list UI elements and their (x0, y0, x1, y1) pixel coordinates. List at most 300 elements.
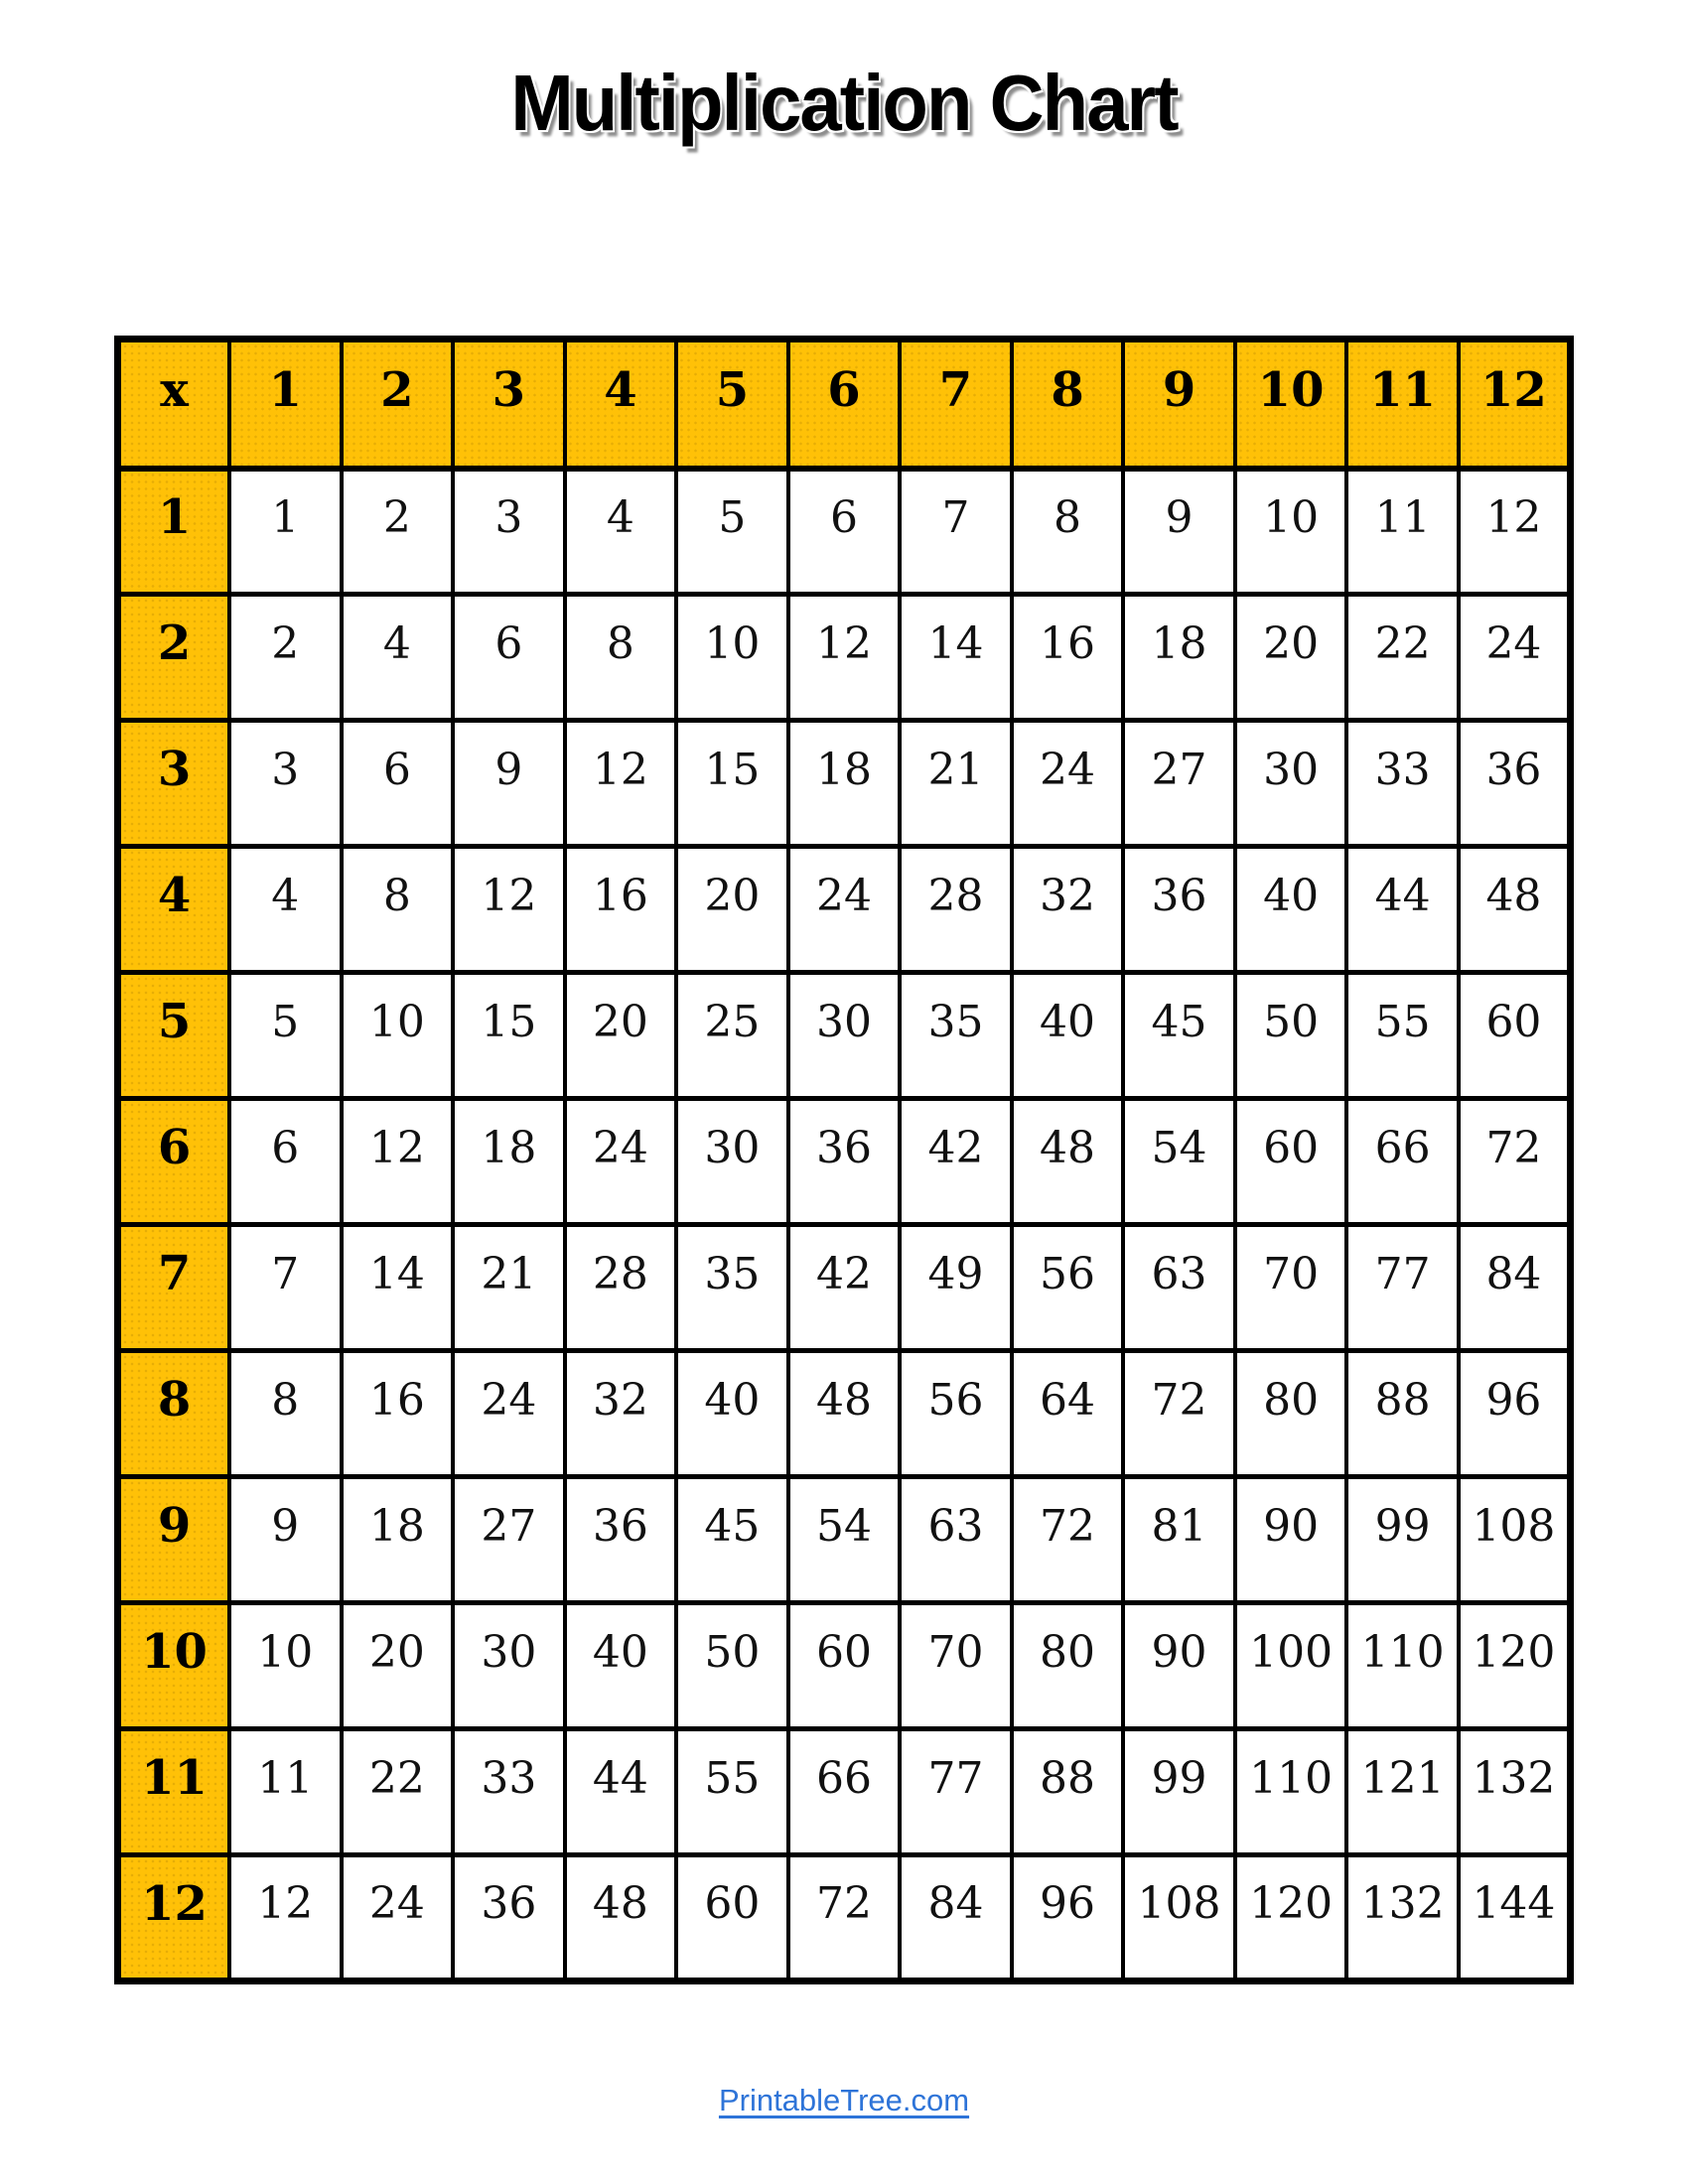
product-cell (342, 469, 454, 595)
product-cell (676, 595, 788, 721)
product-cell-value: 30 (815, 996, 872, 1047)
product-cell-value: 48 (1040, 1122, 1096, 1173)
product-cell (453, 1351, 565, 1477)
product-cell-value: 15 (704, 744, 761, 795)
row-header-cell-value: 12 (141, 1875, 208, 1932)
product-cell (229, 469, 342, 595)
product-cell (1459, 1603, 1571, 1729)
product-cell-value: 10 (1263, 491, 1320, 543)
product-cell-value: 30 (1263, 744, 1320, 795)
product-cell-value: 8 (382, 870, 411, 921)
product-cell (453, 595, 565, 721)
product-cell (1346, 1729, 1459, 1855)
product-cell (676, 469, 788, 595)
product-cell (453, 1099, 565, 1225)
product-cell-value: 12 (815, 617, 872, 669)
column-header-cell (453, 340, 565, 469)
product-cell (1012, 1351, 1124, 1477)
product-cell-value: 60 (815, 1626, 872, 1678)
column-header-cell (788, 340, 901, 469)
product-cell (342, 973, 454, 1099)
product-cell-value: 20 (592, 996, 648, 1047)
product-cell (1123, 469, 1235, 595)
product-cell-value: 63 (927, 1500, 984, 1552)
row-header-cell (118, 1477, 230, 1603)
product-cell (1123, 1855, 1235, 1981)
product-cell-value: 70 (927, 1626, 984, 1678)
product-cell-value: 8 (1054, 491, 1082, 543)
product-cell-value: 21 (927, 744, 984, 795)
product-cell (229, 1099, 342, 1225)
product-cell (900, 847, 1012, 973)
product-cell (900, 469, 1012, 595)
corner-cell (118, 340, 230, 469)
product-cell-value: 30 (704, 1122, 761, 1173)
product-cell (788, 973, 901, 1099)
column-header-cell-value: 5 (715, 361, 750, 418)
product-cell-value: 4 (606, 491, 634, 543)
product-cell-value: 88 (1374, 1374, 1431, 1426)
product-cell (1123, 1477, 1235, 1603)
product-cell (453, 1225, 565, 1351)
column-header-cell-value: 8 (1051, 361, 1084, 418)
product-cell-value: 66 (815, 1752, 872, 1804)
product-cell (342, 1603, 454, 1729)
product-cell (1459, 469, 1571, 595)
product-cell-value: 9 (494, 744, 523, 795)
product-cell (788, 847, 901, 973)
product-cell (229, 1351, 342, 1477)
product-cell-value: 15 (481, 996, 537, 1047)
product-cell-value: 60 (1263, 1122, 1320, 1173)
product-cell-value: 10 (704, 617, 761, 669)
product-cell (565, 1855, 677, 1981)
product-cell-value: 96 (1040, 1878, 1096, 1929)
table-row (118, 1477, 1571, 1603)
row-header-cell-value: 9 (157, 1498, 192, 1554)
product-cell-value: 16 (592, 870, 648, 921)
product-cell-value: 12 (368, 1122, 425, 1173)
product-cell (1346, 721, 1459, 847)
product-cell (565, 721, 677, 847)
column-header-cell (1459, 340, 1571, 469)
footer (0, 2083, 1688, 2118)
product-cell (565, 595, 677, 721)
product-cell (1346, 1351, 1459, 1477)
column-header-cell (1235, 340, 1347, 469)
product-cell (900, 721, 1012, 847)
product-cell-value: 110 (1249, 1752, 1334, 1804)
product-cell-value: 8 (606, 617, 634, 669)
product-cell (1235, 1099, 1347, 1225)
product-cell-value: 108 (1472, 1500, 1556, 1552)
product-cell (676, 1351, 788, 1477)
product-cell (342, 1351, 454, 1477)
product-cell-value: 7 (941, 491, 970, 543)
product-cell (453, 721, 565, 847)
product-cell-value: 16 (368, 1374, 425, 1426)
product-cell (900, 1855, 1012, 1981)
table-row (118, 847, 1571, 973)
product-cell-value: 18 (368, 1500, 425, 1552)
product-cell-value: 6 (382, 744, 411, 795)
product-cell (453, 1603, 565, 1729)
product-cell-value: 63 (1151, 1248, 1207, 1299)
product-cell (229, 1603, 342, 1729)
product-cell-value: 21 (481, 1248, 537, 1299)
product-cell (676, 1225, 788, 1351)
product-cell-value: 20 (1263, 617, 1320, 669)
product-cell (229, 1225, 342, 1351)
product-cell-value: 11 (1374, 491, 1431, 543)
table-row (118, 1351, 1571, 1477)
product-cell (676, 1729, 788, 1855)
product-cell-value: 14 (927, 617, 984, 669)
column-header-cell (342, 340, 454, 469)
product-cell-value: 36 (481, 1878, 537, 1929)
product-cell (453, 847, 565, 973)
product-cell-value: 10 (368, 996, 425, 1047)
column-header-cell (565, 340, 677, 469)
column-header-cell-value: 1 (268, 361, 302, 418)
product-cell-value: 32 (592, 1374, 648, 1426)
product-cell (1346, 595, 1459, 721)
row-header-cell (118, 1351, 230, 1477)
product-cell (1012, 973, 1124, 1099)
product-cell-value: 24 (815, 870, 872, 921)
product-cell (342, 1855, 454, 1981)
row-header-cell-value: 5 (157, 994, 192, 1049)
row-header-cell-value: 2 (157, 615, 192, 671)
column-header-cell (676, 340, 788, 469)
product-cell-value: 14 (368, 1248, 425, 1299)
product-cell (1346, 469, 1459, 595)
product-cell-value: 7 (271, 1248, 300, 1299)
product-cell (229, 721, 342, 847)
row-header-cell (118, 1225, 230, 1351)
column-header-cell-value: 7 (938, 361, 973, 418)
product-cell (676, 1099, 788, 1225)
product-cell-value: 12 (481, 870, 537, 921)
product-cell-value: 18 (481, 1122, 537, 1173)
product-cell-value: 42 (815, 1248, 872, 1299)
product-cell (788, 721, 901, 847)
table-row (118, 1225, 1571, 1351)
product-cell-value: 36 (1485, 744, 1542, 795)
product-cell (1346, 1603, 1459, 1729)
product-cell (676, 721, 788, 847)
product-cell-value: 100 (1249, 1626, 1334, 1678)
product-cell (1012, 1225, 1124, 1351)
product-cell (1459, 1225, 1571, 1351)
product-cell-value: 24 (592, 1122, 648, 1173)
product-cell-value: 110 (1360, 1626, 1445, 1678)
product-cell (1346, 1855, 1459, 1981)
product-cell (342, 847, 454, 973)
product-cell (900, 1477, 1012, 1603)
product-cell (1235, 847, 1347, 973)
product-cell (1123, 721, 1235, 847)
product-cell (453, 469, 565, 595)
product-cell (1123, 1351, 1235, 1477)
product-cell (788, 1099, 901, 1225)
product-cell (1459, 595, 1571, 721)
product-cell-value: 22 (1374, 617, 1431, 669)
product-cell (229, 847, 342, 973)
product-cell-value: 72 (1040, 1500, 1096, 1552)
product-cell-value: 80 (1263, 1374, 1320, 1426)
product-cell-value: 60 (704, 1878, 761, 1929)
product-cell-value: 2 (271, 617, 300, 669)
product-cell (900, 973, 1012, 1099)
product-cell-value: 42 (927, 1122, 984, 1173)
product-cell-value: 99 (1374, 1500, 1431, 1552)
product-cell-value: 120 (1472, 1626, 1556, 1678)
row-header-cell (118, 595, 230, 721)
product-cell (788, 1477, 901, 1603)
product-cell-value: 18 (1151, 617, 1207, 669)
table-row (118, 1729, 1571, 1855)
product-cell (565, 1729, 677, 1855)
product-cell (900, 595, 1012, 721)
product-cell-value: 27 (1151, 744, 1207, 795)
column-header-cell-value: 12 (1480, 361, 1547, 418)
product-cell-value: 2 (382, 491, 411, 543)
product-cell-value: 10 (257, 1626, 314, 1678)
product-cell-value: 24 (1485, 617, 1542, 669)
product-cell (1123, 847, 1235, 973)
product-cell-value: 99 (1151, 1752, 1207, 1804)
row-header-cell (118, 1855, 230, 1981)
column-header-cell-value: 4 (604, 361, 637, 418)
product-cell-value: 120 (1249, 1878, 1334, 1929)
product-cell (342, 721, 454, 847)
product-cell-value: 36 (1151, 870, 1207, 921)
column-header-cell (900, 340, 1012, 469)
product-cell (1012, 1603, 1124, 1729)
product-cell (788, 1225, 901, 1351)
product-cell (788, 595, 901, 721)
product-cell (229, 1477, 342, 1603)
product-cell-value: 56 (927, 1374, 984, 1426)
product-cell (565, 1351, 677, 1477)
product-cell (900, 1099, 1012, 1225)
product-cell-value: 11 (257, 1752, 314, 1804)
product-cell-value: 6 (829, 491, 858, 543)
column-header-cell-value: 3 (492, 361, 526, 418)
product-cell-value: 36 (815, 1122, 872, 1173)
product-cell (1235, 973, 1347, 1099)
product-cell-value: 44 (592, 1752, 648, 1804)
product-cell-value: 9 (1165, 491, 1194, 543)
product-cell-value: 72 (815, 1878, 872, 1929)
table-row (118, 469, 1571, 595)
product-cell (229, 595, 342, 721)
product-cell-value: 49 (927, 1248, 984, 1299)
product-cell-value: 3 (271, 744, 300, 795)
product-cell (1235, 721, 1347, 847)
row-header-cell (118, 1729, 230, 1855)
table-row (118, 973, 1571, 1099)
product-cell-value: 64 (1040, 1374, 1096, 1426)
product-cell (1459, 1729, 1571, 1855)
product-cell-value: 50 (704, 1626, 761, 1678)
product-cell (1235, 595, 1347, 721)
product-cell-value: 9 (271, 1500, 300, 1552)
product-cell-value: 45 (704, 1500, 761, 1552)
product-cell (1012, 469, 1124, 595)
product-cell-value: 18 (815, 744, 872, 795)
product-cell (788, 1603, 901, 1729)
product-cell-value: 12 (592, 744, 648, 795)
product-cell (1459, 1477, 1571, 1603)
product-cell-value: 24 (368, 1878, 425, 1929)
product-cell (1346, 1477, 1459, 1603)
product-cell (676, 1855, 788, 1981)
product-cell-value: 35 (927, 996, 984, 1047)
product-cell-value: 121 (1360, 1752, 1445, 1804)
product-cell (1459, 973, 1571, 1099)
product-cell (342, 1477, 454, 1603)
product-cell-value: 48 (1485, 870, 1542, 921)
product-cell-value: 55 (704, 1752, 761, 1804)
product-cell-value: 77 (1374, 1248, 1431, 1299)
product-cell-value: 12 (1485, 491, 1542, 543)
row-header-cell-value: 7 (157, 1246, 192, 1301)
table-row (118, 721, 1571, 847)
product-cell-value: 33 (481, 1752, 537, 1804)
column-header-cell-value: 6 (827, 361, 861, 418)
product-cell (453, 1729, 565, 1855)
product-cell-value: 4 (271, 870, 300, 921)
product-cell-value: 5 (718, 491, 747, 543)
row-header-cell (118, 469, 230, 595)
product-cell-value: 48 (592, 1878, 648, 1929)
column-header-cell-value: 10 (1257, 361, 1325, 418)
product-cell (1012, 1477, 1124, 1603)
product-cell-value: 132 (1360, 1878, 1445, 1929)
product-cell-value: 24 (481, 1374, 537, 1426)
product-cell (1012, 595, 1124, 721)
product-cell-value: 8 (271, 1374, 300, 1426)
product-cell-value: 80 (1040, 1626, 1096, 1678)
product-cell (1123, 1225, 1235, 1351)
product-cell (1235, 1603, 1347, 1729)
product-cell (788, 1351, 901, 1477)
product-cell-value: 54 (815, 1500, 872, 1552)
product-cell-value: 4 (382, 617, 411, 669)
product-cell-value: 84 (1485, 1248, 1542, 1299)
product-cell-value: 16 (1040, 617, 1096, 669)
product-cell-value: 28 (592, 1248, 648, 1299)
product-cell-value: 35 (704, 1248, 761, 1299)
table-row (118, 1855, 1571, 1981)
printabletree-link[interactable]: PrintableTree.com (718, 2083, 970, 2117)
product-cell (229, 973, 342, 1099)
product-cell (1459, 721, 1571, 847)
product-cell-value: 44 (1374, 870, 1431, 921)
product-cell (1235, 1855, 1347, 1981)
product-cell-value: 40 (592, 1626, 648, 1678)
product-cell-value: 55 (1374, 996, 1431, 1047)
header-row (118, 340, 1571, 469)
product-cell-value: 60 (1485, 996, 1542, 1047)
product-cell (676, 973, 788, 1099)
product-cell-value: 33 (1374, 744, 1431, 795)
column-header-cell (1012, 340, 1124, 469)
row-header-cell-value: 1 (157, 489, 192, 546)
product-cell-value: 27 (481, 1500, 537, 1552)
product-cell-value: 90 (1263, 1500, 1320, 1552)
product-cell-value: 24 (1040, 744, 1096, 795)
table-header (118, 340, 1571, 469)
product-cell (900, 1603, 1012, 1729)
product-cell-value: 6 (271, 1122, 300, 1173)
table-row (118, 1603, 1571, 1729)
product-cell (453, 1477, 565, 1603)
product-cell (1346, 973, 1459, 1099)
product-cell (1123, 1729, 1235, 1855)
product-cell-value: 45 (1151, 996, 1207, 1047)
product-cell (1123, 973, 1235, 1099)
product-cell (1459, 847, 1571, 973)
product-cell-value: 30 (481, 1626, 537, 1678)
product-cell (1346, 1099, 1459, 1225)
product-cell (1123, 1099, 1235, 1225)
product-cell (1012, 847, 1124, 973)
product-cell (676, 1477, 788, 1603)
product-cell (342, 1225, 454, 1351)
product-cell (1012, 1855, 1124, 1981)
row-header-cell-value: 6 (157, 1120, 192, 1175)
row-header-cell (118, 847, 230, 973)
product-cell (565, 847, 677, 973)
product-cell (1123, 595, 1235, 721)
product-cell-value: 108 (1137, 1878, 1221, 1929)
product-cell-value: 144 (1472, 1878, 1556, 1929)
multiplication-table (114, 336, 1574, 1984)
product-cell (676, 847, 788, 973)
product-cell-value: 40 (704, 1374, 761, 1426)
product-cell (1235, 1729, 1347, 1855)
product-cell-value: 22 (368, 1752, 425, 1804)
row-header-cell-value: 10 (141, 1624, 208, 1680)
product-cell (1459, 1351, 1571, 1477)
table-row (118, 595, 1571, 721)
product-cell (229, 1855, 342, 1981)
product-cell-value: 66 (1374, 1122, 1431, 1173)
product-cell-value: 54 (1151, 1122, 1207, 1173)
product-cell-value: 28 (927, 870, 984, 921)
product-cell-value: 77 (927, 1752, 984, 1804)
product-cell-value: 90 (1151, 1626, 1207, 1678)
product-cell (900, 1351, 1012, 1477)
product-cell-value: 70 (1263, 1248, 1320, 1299)
product-cell-value: 20 (368, 1626, 425, 1678)
product-cell-value: 72 (1485, 1122, 1542, 1173)
product-cell-value: 88 (1040, 1752, 1096, 1804)
page-title: Multiplication Chart (510, 59, 1178, 147)
product-cell-value: 32 (1040, 870, 1096, 921)
product-cell (565, 1477, 677, 1603)
product-cell (676, 1603, 788, 1729)
product-cell-value: 72 (1151, 1374, 1207, 1426)
product-cell (1346, 847, 1459, 973)
column-header-cell (1123, 340, 1235, 469)
product-cell (788, 1729, 901, 1855)
product-cell (565, 1099, 677, 1225)
column-header-cell (1346, 340, 1459, 469)
